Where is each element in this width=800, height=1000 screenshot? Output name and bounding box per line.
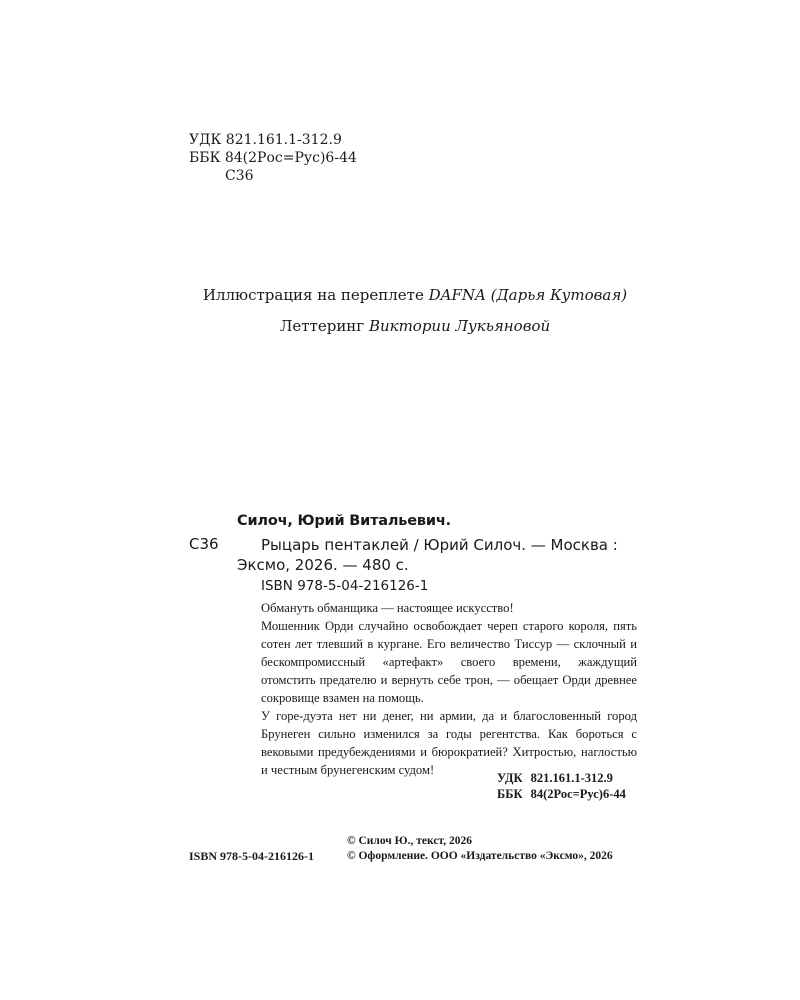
udk-value: 821.161.1-312.9 [530,771,613,785]
bbk-label: ББК [497,787,523,801]
record-code: С36 [189,535,219,553]
record-author: Силоч, Юрий Витальевич. [237,513,451,529]
footer-isbn: ISBN 978-5-04-216126-1 [189,849,314,863]
title-line-1: Рыцарь пентаклей / Юрий Силоч. — Москва : [261,536,618,554]
annotation-paragraph: Обмануть обманщика — настоящее искусство! [261,601,514,615]
title-line-2: Эксмо, 2026. — 480 с. [237,556,409,574]
udk-code: УДК 821.161.1-312.9 [189,132,342,148]
illustration-prefix: Иллюстрация на переплете [202,286,429,304]
copyright-text: © Силоч Ю., текст, 2026 [347,835,472,847]
illustration-name: DAFNA (Дарья Кутовая) [428,286,628,304]
catalog-codes [189,131,357,185]
lettering-credit [0,317,800,335]
record-isbn: ISBN 978-5-04-216126-1 [261,578,429,594]
lettering-name: Виктории Лукьяновой [368,317,551,335]
record-classification [497,770,626,802]
udk-label: УДК [497,771,523,785]
record-title [237,535,637,575]
illustration-credit [0,286,800,304]
annotation-paragraph: У горе-дуэта нет ни денег, ни армии, да и благословенный город Брунеген сильно изменился за годы регентства. Как бороться с вековыми предубеждениями и бюрократией? Хитростью, наглостью и честным брунегенским судом! [261,709,637,777]
bbk-value: 84(2Рос=Рус)6-44 [530,787,626,801]
lettering-prefix: Леттеринг [279,317,369,335]
copyright-block [347,834,613,864]
author-mark: С36 [225,168,254,184]
annotation-paragraph: Мошенник Орди случайно освобождает череп старого короля, пять сотен лет тлевший в кургане. Его величество Тиссур — склочный и бескомпромиссный «артефакт» своего времени, жаждущий отомстить предателю и вернуть себе трон, — обещает Орди древнее сокровище взамен на помощь. [261,619,637,705]
copyright-design: © Оформление. ООО «Издательство «Эксмо», 2026 [347,850,613,862]
bbk-code: ББК 84(2Рос=Рус)6-44 [189,150,357,166]
annotation [261,599,637,779]
